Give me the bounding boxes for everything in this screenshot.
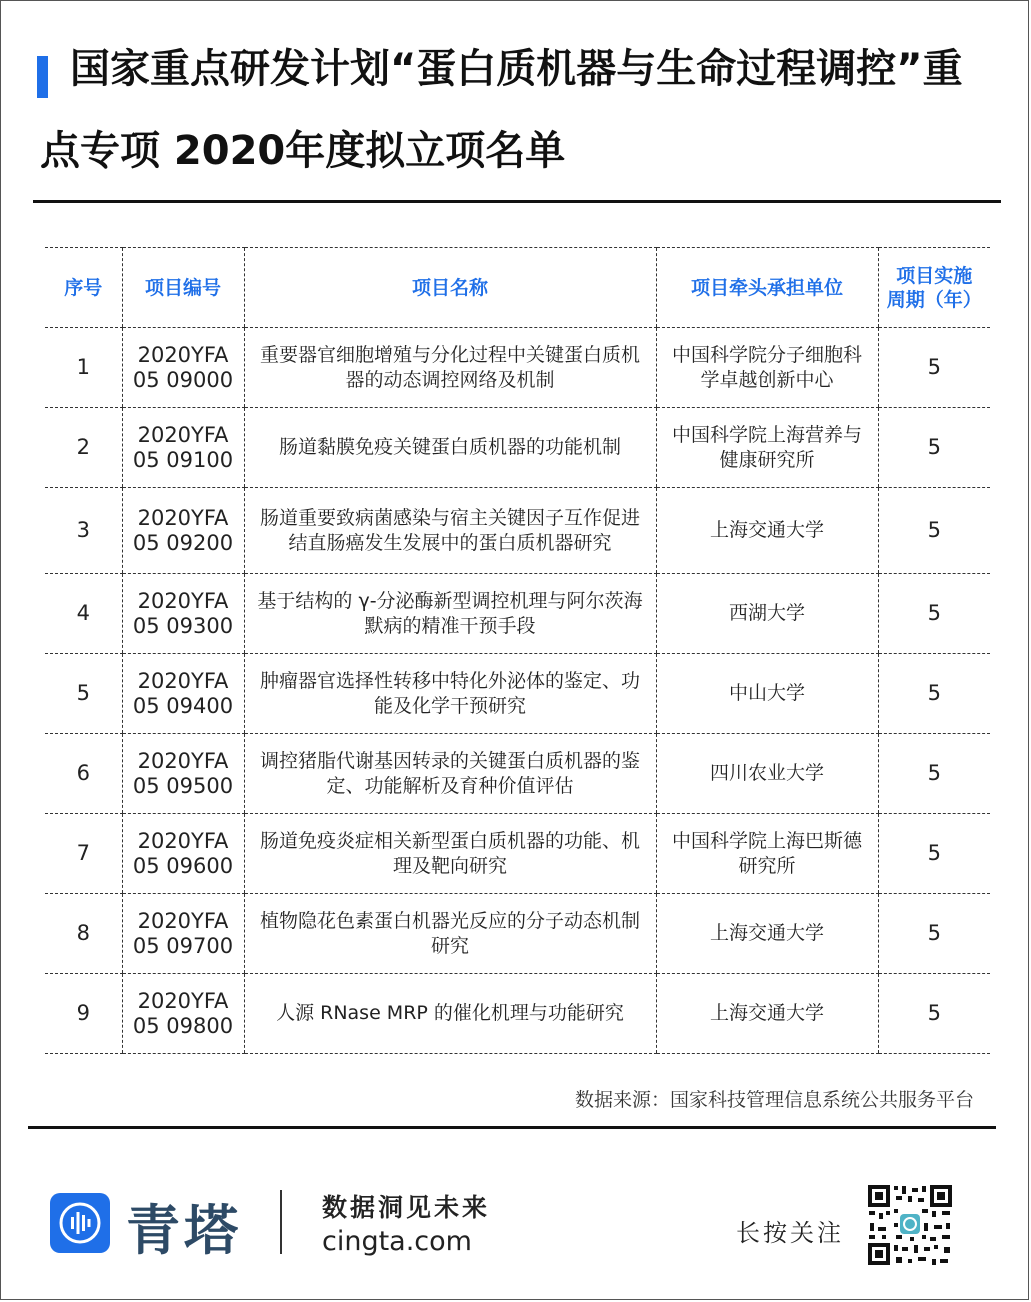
title-line-2: 点专项 2020年度拟立项名单 <box>40 128 566 174</box>
audio-wave-icon <box>50 1193 110 1253</box>
cell-project-name: 肠道黏膜免疫关键蛋白质机器的功能机制 <box>244 408 656 488</box>
title-divider <box>33 200 1001 203</box>
table-row <box>45 654 990 734</box>
header-code: 项目编号 <box>122 248 244 328</box>
footer-vertical-divider <box>280 1190 282 1254</box>
header-index: 序号 <box>45 248 122 328</box>
brand-domain: cingta.com <box>322 1226 472 1257</box>
table-row <box>45 894 990 974</box>
code-line1: 2020YFA <box>137 588 229 613</box>
cell-unit: 上海交通大学 <box>656 488 878 574</box>
cell-index: 4 <box>45 574 122 654</box>
cell-unit: 中山大学 <box>656 654 878 734</box>
code-line1: 2020YFA <box>137 668 229 693</box>
code-line1: 2020YFA <box>137 422 229 447</box>
cell-project-name: 植物隐花色素蛋白机器光反应的分子动态机制研究 <box>244 894 656 974</box>
code-line2: 05 09600 <box>132 853 234 878</box>
cell-code <box>122 654 244 734</box>
cell-index: 5 <box>45 654 122 734</box>
code-line2: 05 09300 <box>132 613 234 638</box>
cell-code <box>122 408 244 488</box>
cell-index: 7 <box>45 814 122 894</box>
cell-years: 5 <box>878 734 990 814</box>
header-period-line1: 项目实施 <box>896 264 973 287</box>
cell-code <box>122 488 244 574</box>
cell-code <box>122 974 244 1054</box>
code-line2: 05 09000 <box>132 367 234 392</box>
table-row <box>45 574 990 654</box>
cell-years: 5 <box>878 894 990 974</box>
code-line2: 05 09100 <box>132 447 234 472</box>
qr-code-icon[interactable] <box>866 1183 954 1267</box>
table-header-row <box>45 248 990 328</box>
data-source-note: 数据来源：国家科技管理信息系统公共服务平台 <box>574 1089 974 1111</box>
cell-code <box>122 574 244 654</box>
title-line-1: 国家重点研发计划“蛋白质机器与生命过程调控”重 <box>70 46 963 92</box>
header-unit: 项目牵头承担单位 <box>656 248 878 328</box>
title-accent-bar <box>37 56 48 98</box>
cell-project-name: 人源 RNase MRP 的催化机理与功能研究 <box>244 974 656 1054</box>
code-line2: 05 09500 <box>132 773 234 798</box>
code-line1: 2020YFA <box>137 828 229 853</box>
code-line2: 05 09400 <box>132 693 234 718</box>
header-name: 项目名称 <box>244 248 656 328</box>
cell-code <box>122 814 244 894</box>
header-period <box>878 248 990 328</box>
cell-code <box>122 328 244 408</box>
cell-project-name: 肠道重要致病菌感染与宿主关键因子互作促进结直肠癌发生发展中的蛋白质机器研究 <box>244 488 656 574</box>
cell-years: 5 <box>878 974 990 1054</box>
cell-project-name: 重要器官细胞增殖与分化过程中关键蛋白质机器的动态调控网络及机制 <box>244 328 656 408</box>
cell-years: 5 <box>878 654 990 734</box>
brand-name: 青塔 <box>126 1198 242 1262</box>
brand-slogan: 数据洞见未来 <box>322 1193 491 1222</box>
cell-code <box>122 894 244 974</box>
cell-years: 5 <box>878 488 990 574</box>
cell-project-name: 基于结构的 γ-分泌酶新型调控机理与阿尔茨海默病的精准干预手段 <box>244 574 656 654</box>
table-row <box>45 814 990 894</box>
table-row <box>45 974 990 1054</box>
cell-index: 9 <box>45 974 122 1054</box>
cell-unit: 四川农业大学 <box>656 734 878 814</box>
code-line2: 05 09800 <box>132 1013 234 1038</box>
page-title <box>40 46 1015 174</box>
cell-years: 5 <box>878 574 990 654</box>
cell-index: 3 <box>45 488 122 574</box>
code-line1: 2020YFA <box>137 988 229 1013</box>
project-table <box>45 247 990 1054</box>
cell-code <box>122 734 244 814</box>
cell-index: 6 <box>45 734 122 814</box>
cell-index: 1 <box>45 328 122 408</box>
code-line2: 05 09700 <box>132 933 234 958</box>
cell-unit: 上海交通大学 <box>656 894 878 974</box>
cell-unit: 中国科学院上海巴斯德研究所 <box>656 814 878 894</box>
code-line1: 2020YFA <box>137 748 229 773</box>
cell-unit: 上海交通大学 <box>656 974 878 1054</box>
cell-years: 5 <box>878 328 990 408</box>
cell-index: 8 <box>45 894 122 974</box>
cell-index: 2 <box>45 408 122 488</box>
cell-project-name: 肠道免疫炎症相关新型蛋白质机器的功能、机理及靶向研究 <box>244 814 656 894</box>
code-line1: 2020YFA <box>137 505 229 530</box>
cell-project-name: 调控猪脂代谢基因转录的关键蛋白质机器的鉴定、功能解析及育种价值评估 <box>244 734 656 814</box>
code-line2: 05 09200 <box>132 530 234 555</box>
cell-unit: 中国科学院上海营养与健康研究所 <box>656 408 878 488</box>
table-row <box>45 408 990 488</box>
cell-years: 5 <box>878 814 990 894</box>
code-line1: 2020YFA <box>137 908 229 933</box>
table-row <box>45 488 990 574</box>
cell-unit: 西湖大学 <box>656 574 878 654</box>
code-line1: 2020YFA <box>137 342 229 367</box>
follow-prompt: 长按关注 <box>736 1219 844 1247</box>
footer-divider <box>28 1126 996 1129</box>
cell-unit: 中国科学院分子细胞科学卓越创新中心 <box>656 328 878 408</box>
table-row <box>45 734 990 814</box>
cell-years: 5 <box>878 408 990 488</box>
header-period-line2: 周期（年） <box>886 288 982 311</box>
cell-project-name: 肿瘤器官选择性转移中特化外泌体的鉴定、功能及化学干预研究 <box>244 654 656 734</box>
table-row <box>45 328 990 408</box>
